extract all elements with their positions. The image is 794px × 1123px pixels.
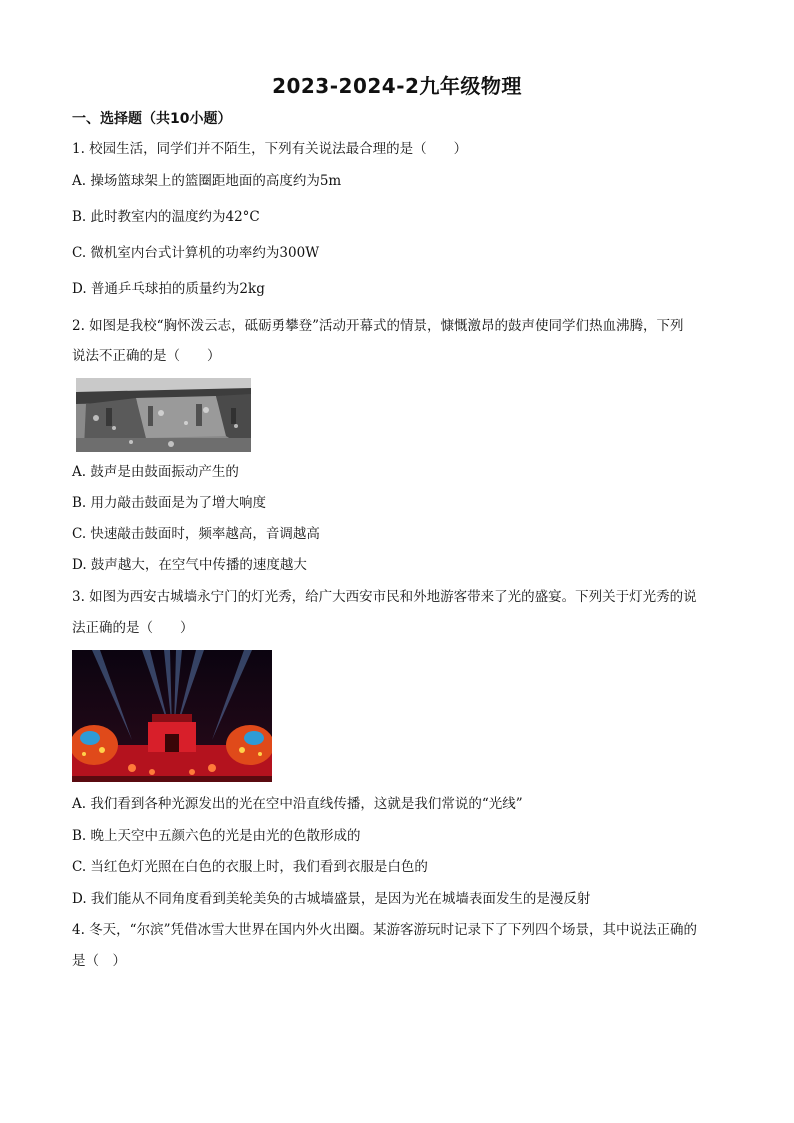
page-title: 2023-2024-2九年级物理 bbox=[272, 74, 522, 98]
question-2-option-b: B. 用力敲击鼓面是为了增大响度 bbox=[72, 495, 267, 511]
drum-ceremony-photo bbox=[76, 378, 251, 452]
question-3-option-d: D. 我们能从不同角度看到美轮美奂的古城墙盛景，是因为光在城墙表面发生的是漫反射 bbox=[72, 891, 591, 907]
question-4-stem-line1: 4. 冬天，“尔滨”凭借冰雪大世界在国内外火出圈。某游客游玩时记录下了下列四个场景，其中说法正确的 bbox=[72, 922, 697, 938]
question-3-option-b: B. 晚上天空中五颜六色的光是由光的色散形成的 bbox=[72, 828, 361, 844]
question-1-option-c: C. 微机室内台式计算机的功率约为300W bbox=[72, 245, 320, 261]
question-2-stem-line2: 说法不正确的是（ ） bbox=[72, 348, 221, 364]
question-1-option-b: B. 此时教室内的温度约为42°C bbox=[72, 209, 260, 225]
question-2-option-a: A. 鼓声是由鼓面振动产生的 bbox=[72, 464, 239, 480]
question-3-stem-line1: 3. 如图为西安古城墙永宁门的灯光秀，给广大西安市民和外地游客带来了光的盛宴。下列关于灯光秀的说 bbox=[72, 589, 697, 605]
question-1-option-d: D. 普通乒乓球拍的质量约为2kg bbox=[72, 281, 265, 297]
question-3-stem-line2: 法正确的是（ ） bbox=[72, 620, 194, 636]
question-2-option-d: D. 鼓声越大，在空气中传播的速度越大 bbox=[72, 557, 307, 573]
city-wall-light-show-photo bbox=[72, 650, 272, 782]
question-1-stem: 1. 校园生活，同学们并不陌生，下列有关说法最合理的是（ ） bbox=[72, 141, 468, 157]
question-1-option-a: A. 操场篮球架上的篮圈距地面的高度约为5m bbox=[72, 173, 342, 189]
question-3-option-c: C. 当红色灯光照在白色的衣服上时，我们看到衣服是白色的 bbox=[72, 859, 428, 875]
question-3-option-a: A. 我们看到各种光源发出的光在空中沿直线传播，这就是我们常说的“光线” bbox=[72, 796, 523, 812]
question-2-option-c: C. 快速敲击鼓面时，频率越高，音调越高 bbox=[72, 526, 320, 542]
section-heading: 一、选择题（共10小题） bbox=[72, 111, 232, 127]
question-4-stem-line2: 是（ ） bbox=[72, 953, 126, 969]
question-2-stem-line1: 2. 如图是我校“胸怀泼云志，砥砺勇攀登”活动开幕式的情景，慷慨激昂的鼓声使同学们热血沸腾，下列 bbox=[72, 318, 684, 334]
